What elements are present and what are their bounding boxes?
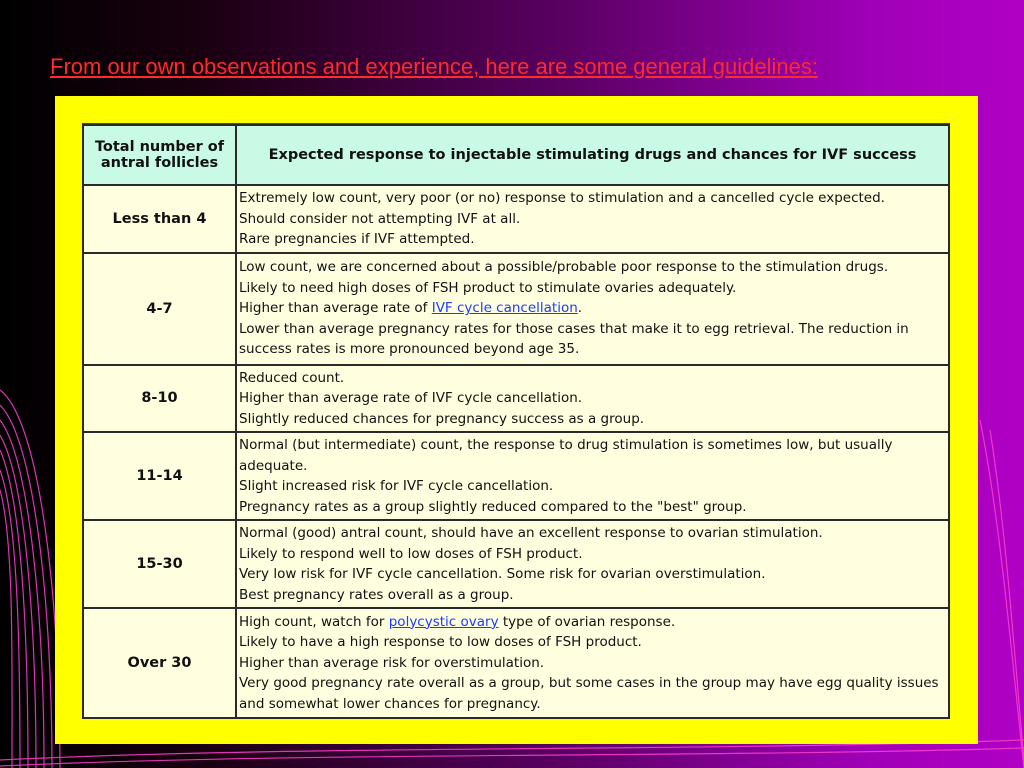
table-row	[83, 520, 949, 608]
header-expected-response: Expected response to injectable stimulating drugs and chances for IVF success	[236, 125, 949, 185]
link-line-after: .	[577, 300, 583, 317]
table-row	[83, 253, 949, 365]
description-line: Likely to have a high response to low doses of FSH product.	[239, 634, 642, 651]
description-line	[239, 612, 946, 633]
table-row	[83, 185, 949, 253]
table-row	[83, 365, 949, 433]
row-description	[236, 253, 949, 365]
row-count: Over 30	[83, 608, 236, 718]
description-line: Rare pregnancies if IVF attempted.	[239, 231, 475, 247]
description-line: Slight increased risk for IVF cycle cancellation.	[239, 478, 554, 494]
description-line	[239, 298, 946, 319]
row-count: Less than 4	[83, 185, 236, 253]
row-count: 11-14	[83, 432, 236, 520]
link-line-after: type of ovarian response.	[498, 613, 676, 630]
table-row	[83, 432, 949, 520]
row-description	[236, 365, 949, 433]
row-count: 8-10	[83, 365, 236, 433]
row-count: 15-30	[83, 520, 236, 608]
description-line: Likely to need high doses of FSH product to stimulate ovaries adequately.	[239, 279, 737, 296]
description-line: Normal (good) antral count, should have an excellent response to ovarian stimulation.	[239, 525, 823, 541]
row-description	[236, 185, 949, 253]
description-line: Lower than average pregnancy rates for those cases that make it to egg retrieval. The reduction in success rates is more pronounced beyond age 35.	[239, 320, 909, 358]
description-line: Slightly reduced chances for pregnancy success as a group.	[239, 410, 645, 427]
description-line: Likely to respond well to low doses of FSH product.	[239, 545, 583, 562]
row-description	[236, 608, 949, 718]
table-panel	[55, 96, 978, 744]
slide-title: From our own observations and experience, here are some general guidelines:	[50, 54, 818, 79]
description-line: Very good pregnancy rate overall as a group, but some cases in the group may have egg quality issues and somewhat lower chances for pregnancy.	[239, 675, 939, 712]
description-line: Very low risk for IVF cycle cancellation. Some risk for ovarian overstimulation.	[239, 566, 766, 582]
row-description	[236, 520, 949, 608]
row-count: 4-7	[83, 253, 236, 365]
link-line-before: High count, watch for	[239, 613, 389, 630]
header-follicle-count: Total number of antral follicles	[83, 125, 236, 185]
description-line: Extremely low count, very poor (or no) response to stimulation and a cancelled cycle expected.	[239, 190, 885, 206]
row-description	[236, 432, 949, 520]
description-line: Should consider not attempting IVF at all.	[239, 210, 521, 227]
description-line: Normal (but intermediate) count, the response to drug stimulation is sometimes low, but usually adequate.	[239, 437, 893, 474]
description-line: Pregnancy rates as a group slightly reduced compared to the "best" group.	[239, 498, 747, 515]
description-line: Best pregnancy rates overall as a group.	[239, 586, 514, 603]
description-line: Reduced count.	[239, 369, 345, 386]
description-line: Higher than average risk for overstimulation.	[239, 654, 545, 671]
antral-follicle-table	[82, 124, 950, 719]
table-row	[83, 608, 949, 718]
ivf-cycle-cancellation-link[interactable]: IVF cycle cancellation	[431, 300, 578, 317]
table-header-row	[83, 125, 949, 185]
description-line: Low count, we are concerned about a possible/probable poor response to the stimulation drugs.	[239, 259, 889, 276]
polycystic-ovary-link[interactable]: polycystic ovary	[388, 613, 499, 630]
link-line-before: Higher than average rate of	[239, 300, 432, 317]
description-line: Higher than average rate of IVF cycle cancellation.	[239, 390, 583, 406]
